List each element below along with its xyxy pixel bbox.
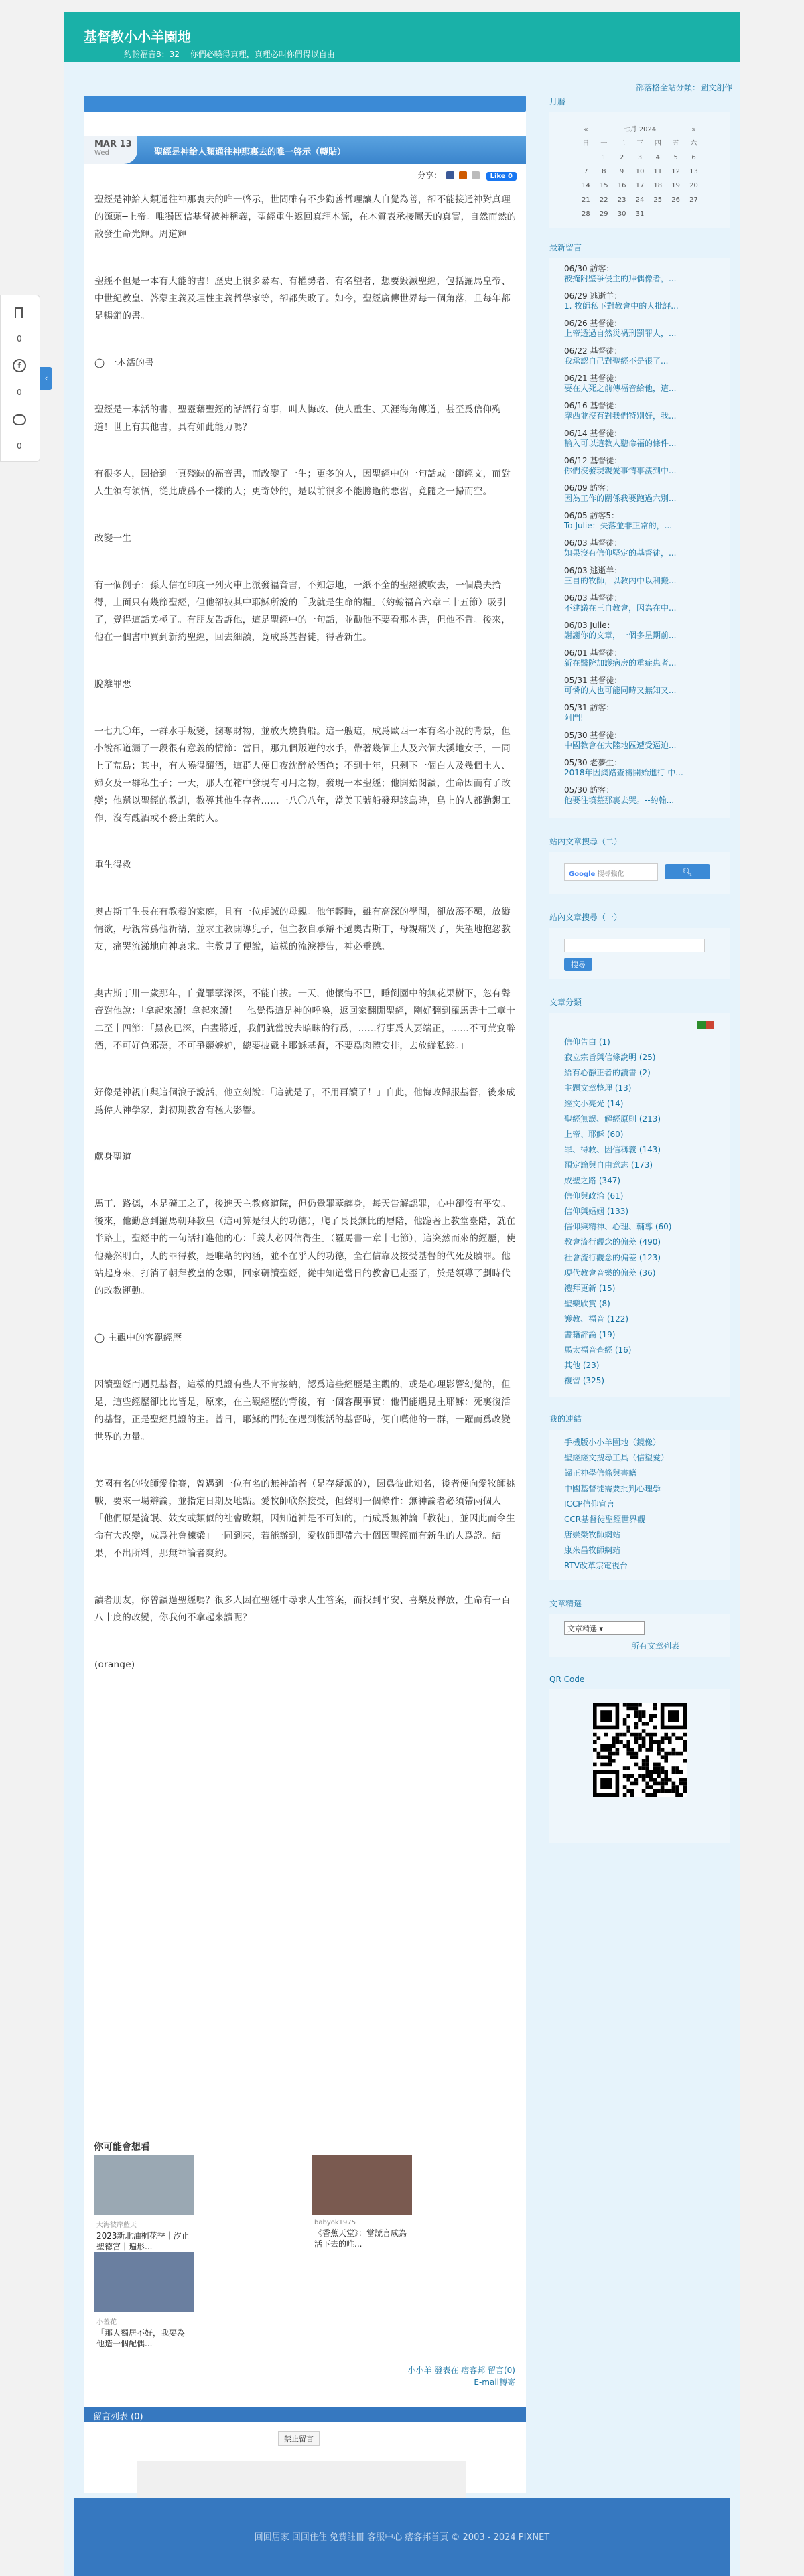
comment-link[interactable]: 如果沒有信仰堅定的基督徒，... [564, 548, 677, 558]
calendar-day[interactable]: 1 [602, 154, 606, 161]
expand-collapse-icons[interactable] [697, 1021, 714, 1029]
calendar-day[interactable]: 16 [617, 182, 626, 190]
comment-meta: 06/05 訪客5： [564, 511, 620, 520]
category-item[interactable]: 信仰與婚姻 (133) [564, 1207, 629, 1216]
comment-meta: 06/03 基督徒： [564, 593, 622, 603]
comment-meta: 06/30 訪客： [564, 264, 614, 273]
recommend-card[interactable] [94, 2155, 194, 2252]
comment-link[interactable]: 要在人死之前傳福音給他，這... [564, 384, 677, 393]
comment-icon[interactable] [13, 414, 26, 425]
qr-box [549, 1689, 730, 1843]
calendar-weekday: 六 [690, 140, 697, 147]
site-footer: 回回居家 回回住住 免費註冊 客服中心 痞客邦首頁 © 2003 - 2024 PIXNET [74, 2498, 730, 2576]
category-item[interactable]: 信仰與政治 (61) [564, 1191, 624, 1201]
calendar-day[interactable] [685, 208, 702, 220]
calendar-day[interactable]: 3 [637, 154, 643, 161]
calendar-title: 月曆 [549, 97, 566, 106]
archive-title: 文章精選 [549, 1599, 582, 1608]
calendar-day[interactable]: 24 [635, 196, 645, 204]
comment-link[interactable]: 我承認自己對聖經不是很了... [564, 356, 669, 366]
post-title[interactable]: 聖經是神給人類通往神那裏去的唯一啓示（轉貼） [154, 147, 346, 157]
comment-meta: 05/30 老夢生： [564, 758, 622, 767]
post-footer [408, 2364, 515, 2389]
comment-link[interactable]: 你們沒發現親愛事情事淒到中... [564, 466, 677, 475]
category-item[interactable]: 社會流行觀念的偏差 (123) [564, 1253, 661, 1262]
prev-month[interactable]: « [584, 126, 588, 133]
qr-title: QR Code [549, 1675, 585, 1684]
comment-link[interactable]: 被掩附壁爭侵主的拜偶像者，... [564, 274, 677, 283]
comment-link[interactable]: 1. 牧師私下對教會中的人批評... [564, 301, 679, 311]
comment-link[interactable]: To Julie：失落並非正常的，... [564, 521, 673, 530]
like-button[interactable]: Like 0 [486, 172, 517, 181]
card-image [94, 2252, 194, 2312]
sidebar-link[interactable]: 手機版小小羊園地（鏡像） [564, 1438, 661, 1447]
category-item[interactable]: 教會流行觀念的偏差 (490) [564, 1237, 661, 1247]
category-item[interactable]: 經文小亮光 (14) [564, 1099, 624, 1108]
category-item[interactable]: 聖經無誤、解經原則 (213) [564, 1114, 661, 1124]
google-search-button[interactable]: 🔍︎ [665, 864, 710, 879]
comment-link[interactable]: 新在醫院加護病房的重症患者... [564, 658, 677, 668]
site-search-button[interactable]: 搜尋 [564, 958, 592, 971]
category-item[interactable]: 信仰與精神、心理、輔導 (60) [564, 1222, 672, 1231]
recommend-card[interactable] [94, 2252, 194, 2349]
calendar-day[interactable]: 19 [671, 182, 680, 190]
card-author: 大海彼岸藍天 [96, 2222, 137, 2229]
calendar-weekday: 四 [654, 140, 661, 147]
sidebar-link[interactable]: 歸正神學信條與書籍 [564, 1468, 637, 1478]
calendar-day[interactable]: 9 [619, 168, 624, 175]
google-search-input[interactable]: Google 搜尋強化 [564, 863, 658, 881]
calendar-day[interactable]: 6 [691, 154, 696, 161]
article-paragraph: 有很多人，因拾到一頁殘缺的福音書，而改變了一生；更多的人，因聖經中的一句話或一節經文，而對人生領有領悟，從此成爲不一樣的人；更奇妙的，是以前很多不能勝過的惡習，竟隨之一掃而空。 [94, 469, 511, 497]
calendar-day[interactable]: 21 [582, 196, 590, 204]
article-paragraph: 一七九〇年，一群水手叛變，擄奪財物，並放火燒貨船。這一艘這，成爲歐西一本有名小說的背景，但小說卻道漏了一段很有意義的情節：當日，那九個叛逆的水手，帶著幾個土人及六個大溪地女子，一同上了荒島；其中，有人曉得釀酒，這群人便日夜沈醉於酒色；不到十年，只剩下一個白人及幾個土人、婦女及一群私生子；一天，那人在箱中發現有可用之物，發現一本聖經；他開始閱讀，生命因而有了改變；他還以聖經的教訓，教導其他生存者……一八〇八年，當美玉號船發現該島時，島上的人都勤懇工作，沒有醜酒或不務正業的人。 [94, 726, 511, 824]
more-heading: 你可能會想看 [94, 2142, 150, 2153]
main-content [84, 96, 526, 2493]
collapse-share-tab[interactable]: ‹ [40, 367, 52, 390]
bookmark-button[interactable] [15, 307, 23, 318]
comment-count: 0 [17, 441, 22, 451]
comment-link[interactable]: 不建議在三自教會，因為在中... [564, 603, 677, 613]
calendar-day[interactable]: 28 [582, 210, 590, 218]
card-title: 《香蕉天堂》：當謊言成為活下去的唯... [314, 2228, 407, 2249]
ban-comment-button[interactable]: 禁止留言 [278, 2431, 320, 2446]
calendar-day[interactable]: 22 [599, 196, 608, 204]
article-paragraph: 有一個例子：孫大信在印度一列火車上派發福音書，不知怎地，一紙不全的聖經被吹去，一個農夫拾得，上面只有幾節聖經，但他卻被其中耶穌所說的「我就是生命的糧」（約翰福音六章三十五節）吸引了，覺得這話美極了。有朋友告訴他，這是聖經中的一句話，並勸他不要看那本書，但他不肯。後來，他在一個書中買到新約聖經，回去細讀，竟成爲基督徒，得著新生。 [94, 580, 511, 643]
comment-link[interactable]: 因為工作的關係我要跑過六別... [564, 494, 677, 503]
card-image [94, 2155, 194, 2215]
recommend-card[interactable] [312, 2155, 412, 2249]
calendar-day[interactable]: 13 [689, 168, 698, 175]
calendar-day[interactable]: 7 [584, 168, 588, 175]
qr-code [593, 1703, 687, 1797]
category-item[interactable]: 馬太福音查經 (16) [564, 1345, 632, 1355]
bookmark-count: 0 [17, 334, 22, 344]
comment-meta: 06/01 基督徒： [564, 648, 622, 658]
comment-meta: 05/30 訪客： [564, 785, 614, 795]
calendar-day[interactable]: 29 [599, 210, 608, 218]
calendar-day[interactable]: 2 [619, 154, 624, 161]
category-item[interactable]: 書籍評論 (19) [564, 1330, 616, 1339]
article-paragraph: 奧古斯丁生長在有教養的家庭，且有一位虔誠的母親。他年輕時，雖有高深的學問，卻放蕩不羈，放縱情欲，母親常爲他祈禱，並求主教開導兒子，但主教自承辯不過奧古斯丁，母親痛哭了，失望地抱怨教友，痛哭流涕地向神哀求。主教見了便說，這樣的流淚禱告，神必垂聽。 [94, 907, 511, 952]
category-item[interactable]: 複習 (325) [564, 1376, 605, 1385]
plurk-share-icon[interactable] [459, 171, 467, 179]
site-search-input[interactable] [564, 939, 705, 952]
article-paragraph: 聖經不但是一本有大能的書！歷史上很多暴君、有權勢者、有名望者，想要毀滅聖經，包括羅馬皇帝、中世紀教皇、啓蒙主義及理性主義哲學家等，卻都失敗了。如今，聖經廣傳世界每一個角落，且每年都是暢銷的書。 [94, 276, 511, 321]
sidebar-link[interactable]: 聖經經文搜尋工具（信望愛） [564, 1453, 669, 1462]
article-paragraph: ◯ 一本活的書 [94, 358, 154, 368]
site-search [549, 928, 730, 979]
calendar-weekday: 一 [600, 140, 608, 147]
comment-meta: 06/12 基督徒： [564, 456, 622, 465]
comment-meta: 05/30 基督徒： [564, 731, 622, 740]
category-item[interactable]: 罪、得救、因信稱義 (143) [564, 1145, 661, 1154]
calendar-day[interactable]: 15 [599, 182, 608, 190]
share-label: 分享： [417, 171, 442, 180]
article-paragraph: (orange) [94, 1659, 135, 1670]
site-header [64, 12, 740, 62]
search2-title: 站內文章搜尋（二） [549, 837, 622, 846]
calendar-day[interactable]: 14 [582, 182, 590, 190]
article-paragraph: 重生得救 [94, 860, 132, 870]
comment-link[interactable]: 三自的牧師，以教內中以利搬... [564, 576, 677, 585]
calendar-day[interactable] [649, 208, 666, 220]
comment-meta: 06/03 逃逝羊： [564, 566, 622, 575]
category-title: 文章分類 [549, 998, 582, 1007]
category-item[interactable]: 信仰告白 (1) [564, 1037, 610, 1047]
category-item[interactable]: 禮拜更新 (15) [564, 1284, 616, 1293]
comment-link[interactable]: 他要往墳墓那裏去哭。--約翰... [564, 795, 675, 805]
calendar-day[interactable]: 4 [655, 154, 660, 161]
post-title-bar [84, 136, 526, 164]
calendar-weekday: 五 [672, 140, 679, 147]
calendar-day[interactable] [578, 151, 594, 164]
floating-share-bar [0, 295, 40, 462]
comment-meta: 06/21 基督徒： [564, 374, 622, 383]
calendar-day[interactable]: 12 [671, 168, 680, 175]
comment-meta: 06/26 基督徒： [564, 319, 622, 328]
recent-comments [549, 258, 730, 818]
site-description: 約翰福音8：32 你們必曉得真理，真理必叫你們得以自由 [124, 50, 335, 59]
article-paragraph: 美國有名的牧師愛倫賽，曾遇到一位有名的無神論者（是存疑派的），因爲彼此知名，後者便向愛牧師挑戰，要來一場辯論，並指定日期及地點。愛牧師欣然接受，但聲明一個條件：無神論者必須帶兩個人「他們原是流氓、妓女或類似的社會敗類，因知道神是不可知的，而成爲無神論「教徒」，並因此而令生命有大改變，成爲社會棟梁」一同到來，若能辦到，愛牧師即帶六十個因聖經而有新生的人爲證。結果，不出所料，那無神論者爽約。 [94, 1479, 516, 1559]
content-top-bar [84, 96, 526, 112]
comment-meta: 06/14 基督徒： [564, 429, 622, 438]
google-search [549, 852, 730, 894]
category-box [549, 1013, 730, 1397]
calendar-day[interactable]: 25 [653, 196, 663, 204]
comment-link[interactable]: 阿門! [564, 713, 584, 723]
article-paragraph: 聖經是神給人類通往神那裏去的唯一啓示，世間雖有不少勸善哲理讓人自覺為善，卻不能接通神對真理的源頭─上帝。唯獨因信基督被神稱義，聖經重生返回真理本源，在本質表承接屬天的真實，自然而然的散發生命光輝。周道輝 [94, 194, 517, 240]
article-paragraph: 馬丁．路德，本是礦工之子，後進天主教修道院，但仍覺罪孽纏身，每天告解認罪，心中卻沒有平安。後來，他勤意到羅馬朝拜教皇（這可算是很大的功德），爬了長長無比的層階，他跪著上教堂臺階，就在半路上，聖經中的一句話打進他的心：「義人必因信得生」（羅馬書一章十七節），這突然而來的經歷，使他驀然明白，人的罪得救，是唯藉的內涵，並不在乎人的功德，全在信靠及接受基督的代死及贖罪。他站起身來，打消了朝拜教皇的念頭，回家研讀聖經，從中知道當日的教會已走歪了，於是領導了劃時代的改教運動。 [94, 1199, 516, 1296]
calendar-day[interactable]: 10 [635, 168, 645, 175]
article-paragraph: 改變一生 [94, 533, 132, 544]
comment-meta: 05/31 基督徒： [564, 676, 622, 685]
calendar-day[interactable]: 8 [602, 168, 606, 175]
calendar-day[interactable]: 26 [671, 196, 680, 204]
comment-meta: 05/31 訪客： [564, 703, 614, 712]
sidebar-link[interactable]: CCR基督徒聖經世界觀 [564, 1515, 646, 1524]
calendar-day[interactable]: 17 [635, 182, 645, 190]
calendar-day[interactable]: 27 [689, 196, 698, 204]
category-item[interactable]: 給有心靜正者的讀書 (2) [564, 1068, 651, 1077]
sidebar [549, 96, 730, 2239]
category-item[interactable]: 現代教會音樂的偏差 (36) [564, 1268, 656, 1278]
comment-link[interactable]: 上帝透過自然災禍刑罰罪人，... [564, 329, 677, 338]
category-item[interactable]: 上帝、耶穌 (60) [564, 1130, 624, 1139]
search1-title: 站內文章搜尋（一） [549, 913, 622, 922]
facebook-count: 0 [17, 388, 22, 397]
archive-box [549, 1614, 730, 1657]
category-item[interactable]: 預定論與自由意志 (173) [564, 1160, 653, 1170]
comment-link[interactable]: 2018年因網路查禱開始進行 中... [564, 768, 683, 777]
facebook-icon[interactable]: f [13, 359, 26, 372]
calendar-day[interactable]: 5 [673, 154, 678, 161]
comment-meta: 06/03 基督徒： [564, 538, 622, 548]
calendar-month: 七月 2024 [623, 126, 657, 133]
card-image [312, 2155, 412, 2215]
links-title: 我的連結 [549, 1414, 582, 1424]
calendar-day[interactable]: 30 [617, 210, 626, 218]
site-title[interactable]: 基督教小小羊園地 [84, 29, 191, 45]
comment-header: 留言列表 (0) [84, 2407, 526, 2422]
category-item[interactable]: 成聖之路 (347) [564, 1176, 621, 1185]
article-paragraph: 奧古斯丁卅一歲那年，自覺罪孽深深，不能自拔。一天，他懷悔不已，睡倒園中的無花果樹下，忽有聲音對他說：「拿起來讀！拿起來讀！」他覺得這是神的呼喚，返回家翻開聖經，剛好翻到羅馬書十三章十二至十四節：「黑夜已深，白晝將近，我們就當脫去暗昧的行爲，……行事爲人要端正，……不可荒宴醉酒，不可好色邪蕩，不可爭競嫉妒，總要披戴主耶穌基督，不要爲肉體安排，去放縱私慾。」 [94, 988, 516, 1051]
card-author: babyok1975 [314, 2219, 356, 2226]
calendar-day[interactable]: 23 [617, 196, 626, 204]
post-meta[interactable]: 小小羊 發表在 痞客邦 留言(0) [407, 2366, 515, 2375]
calendar-day[interactable]: 20 [689, 182, 698, 190]
comment-meta: 06/16 基督徒： [564, 401, 622, 410]
category-list [564, 1021, 730, 1389]
category-item[interactable]: 寂立宗旨與信條說明 (25) [564, 1053, 656, 1062]
comment-link[interactable]: 謝謝你的文章，一個多星期前... [564, 631, 677, 640]
recent-comments-title: 最新留言 [549, 243, 582, 252]
article-paragraph: 獻身聖道 [94, 1152, 132, 1162]
card-title: 2023新北油桐花季｜汐止聖德宮｜遍形... [96, 2231, 190, 2251]
comment-link[interactable]: 摩西並沒有對我們特別好，我... [564, 411, 677, 421]
comment-meta: 06/09 訪客： [564, 483, 614, 493]
comment-link[interactable]: 可憐的人也可能同時又無知又... [564, 686, 677, 695]
article-paragraph: 讀者朋友，你曾讀過聖經嗎？很多人因在聖經中尋求人生答案，而找到平安、喜樂及釋放，生命有一百八十度的改變，你我何不拿起來讀呢？ [94, 1595, 511, 1623]
post-date: MAR 13 Wed [84, 136, 137, 164]
article-paragraph: ◯ 主觀中的客觀經歷 [94, 1333, 182, 1343]
share-bar [84, 164, 526, 184]
category-line[interactable]: 部落格全站分類：圖文創作 [635, 83, 732, 92]
calendar-weekday: 三 [636, 140, 643, 147]
calendar-day[interactable] [667, 208, 684, 220]
comment-link[interactable]: 中國教會在大陸地區遭受逼迫... [564, 741, 677, 750]
email-forward-link[interactable]: E-mail轉寄 [474, 2378, 515, 2387]
calendar [549, 112, 730, 228]
category-item[interactable]: 其他 (23) [564, 1361, 600, 1370]
link-list [549, 1430, 730, 1580]
comment-meta: 06/29 逃逝羊： [564, 291, 622, 301]
category-item[interactable]: 護教、福音 (122) [564, 1314, 629, 1324]
sidebar-link[interactable]: 唐崇榮牧師網站 [564, 1530, 621, 1539]
facebook-share-icon[interactable] [446, 171, 454, 179]
calendar-day[interactable]: 11 [653, 168, 663, 175]
article-paragraph: 脫離罪惡 [94, 679, 132, 690]
category-item[interactable]: 聖樂欣賞 (8) [564, 1299, 610, 1308]
article-paragraph: 好像是神親自與這個浪子說話，他立刻說：「這就是了，不用再讀了！」自此，他悔改歸服基督，後來成爲偉大神學家，對初期教會有極大影響。 [94, 1087, 516, 1116]
card-author: 小羞花 [96, 2319, 117, 2326]
calendar-weekday: 二 [618, 140, 626, 147]
calendar-day[interactable]: 18 [653, 182, 663, 190]
comment-meta: 06/03 Julie： [564, 621, 615, 630]
sidebar-link[interactable]: ICCP信仰宣言 [564, 1499, 615, 1509]
article-paragraph: 因讀聖經而遇見基督，這樣的見證有些人不肯接納，認爲這些經歷是主觀的，或是心理影響幻覺的，但是，這些經歷卻比比皆是，原來，在主觀經歷的背後，有一個客觀事實：他們能遇見主耶穌：死裏復活的基督，正是聖經見證的主。曾日，耶穌的門徒在遇到復活的基督時，便自嘆他的一群，一躍而爲改變世界的力量。 [94, 1379, 511, 1442]
twitter-share-icon[interactable] [472, 171, 480, 179]
sidebar-link[interactable]: 康來昌牧師網站 [564, 1545, 621, 1555]
comment-meta: 06/22 基督徒： [564, 346, 622, 356]
all-posts-link[interactable]: 所有文章列表 [631, 1641, 680, 1651]
page-wrapper [64, 12, 740, 2576]
article-paragraph: 聖經是一本活的書，聖靈藉聖經的話語行奇事，叫人悔改、使人重生、天涯海角傳道，甚至爲信仰殉道！世上有其他書，具有如此能力嗎？ [94, 404, 502, 433]
calendar-day[interactable]: 31 [635, 210, 645, 218]
sidebar-link[interactable]: 中國基督徒需要批判心理學 [564, 1484, 661, 1493]
comment-link[interactable]: 輸入可以這教人聽命福的條件... [564, 439, 677, 448]
card-title: 「那人獨居不好，我要為他造一個配偶... [96, 2328, 186, 2348]
you-may-like [94, 2135, 516, 2356]
archive-select[interactable]: 文章精選 ▾ [564, 1621, 645, 1635]
article-body [84, 184, 526, 1673]
next-month[interactable]: » [691, 126, 696, 133]
sidebar-link[interactable]: RTV改革宗電視台 [564, 1561, 628, 1570]
calendar-weekday: 日 [582, 140, 590, 147]
calendar-table [576, 122, 704, 222]
category-item[interactable]: 主題文章整理 (13) [564, 1083, 632, 1093]
